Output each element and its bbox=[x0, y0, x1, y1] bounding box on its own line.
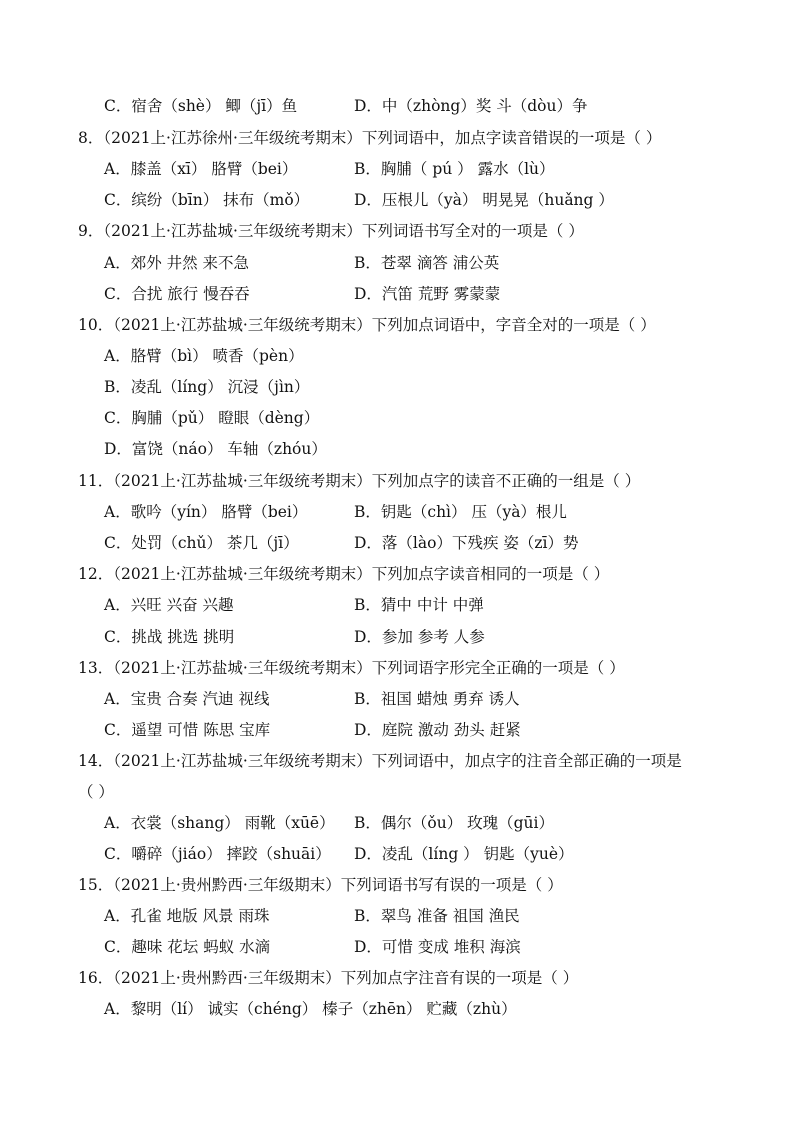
question-stem: 14．（2021上·江苏盐城·三年级统考期末）下列词语中，加点字的注音全部正确的一项是 bbox=[78, 752, 682, 770]
answer-option: B．钥匙（chì） 压（yà）根儿 bbox=[354, 503, 567, 521]
answer-option: B．苍翠 滴答 浦公英 bbox=[354, 254, 500, 272]
answer-option: B．翠鸟 准备 祖国 渔民 bbox=[354, 907, 520, 925]
answer-option: C．挑战 挑选 挑明 bbox=[104, 628, 235, 646]
answer-option: B．凌乱（líng） 沉浸（jìn） bbox=[104, 378, 310, 396]
answer-option: A．兴旺 兴奋 兴趣 bbox=[104, 596, 234, 614]
answer-option: B．偶尔（ǒu） 玫瑰（gūi） bbox=[354, 814, 554, 832]
question-stem: 16．（2021上·贵州黔西·三年级期末）下列加点字注音有误的一项是（ ） bbox=[78, 969, 579, 987]
answer-option: C．合扰 旅行 慢吞吞 bbox=[104, 285, 250, 303]
question-stem: 13．（2021上·江苏盐城·三年级统考期末）下列词语字形完全正确的一项是（ ） bbox=[78, 659, 625, 677]
question-stem: 12．（2021上·江苏盐城·三年级统考期末）下列加点字读音相同的一项是（ ） bbox=[78, 565, 610, 583]
answer-option: C．趣味 花坛 蚂蚁 水滴 bbox=[104, 938, 271, 956]
answer-option: B．祖国 蜡烛 勇弃 诱人 bbox=[354, 690, 520, 708]
question-stem-continued: （ ） bbox=[78, 783, 114, 801]
answer-option: B．胸脯（ pú ） 露水（lù） bbox=[354, 160, 555, 178]
answer-option: D．落（lào）下残疾 姿（zī）势 bbox=[354, 534, 579, 552]
answer-option: A．胳臂（bì） 喷香（pèn） bbox=[104, 347, 304, 365]
answer-option: A．衣裳（shang） 雨靴（xūē） bbox=[104, 814, 335, 832]
answer-option: D．中（zhòng）奖 斗（dòu）争 bbox=[354, 97, 588, 115]
question-stem: 8．（2021上·江苏徐州·三年级统考期末）下列词语中，加点字读音错误的一项是（ ） bbox=[78, 129, 662, 147]
answer-option: D．凌乱（líng ） 钥匙（yuè） bbox=[354, 845, 574, 863]
answer-option: D．富饶（náo） 车轴（zhóu） bbox=[104, 440, 327, 458]
question-stem: 11．（2021上·江苏盐城·三年级统考期末）下列加点字的读音不正确的一组是（ ） bbox=[78, 472, 641, 490]
answer-option: C．缤纷（bīn） 抹布（mǒ） bbox=[104, 191, 310, 209]
answer-option: D．可惜 变成 堆积 海滨 bbox=[354, 938, 521, 956]
answer-option: C．处罚（chǔ） 茶几（jī） bbox=[104, 534, 299, 552]
answer-option: D．参加 参考 人参 bbox=[354, 628, 485, 646]
answer-option: A．膝盖（xī） 胳臂（bei） bbox=[104, 160, 298, 178]
answer-option: A．孔雀 地版 风景 雨珠 bbox=[104, 907, 270, 925]
answer-option: A．宝贵 合奏 汽迪 视线 bbox=[104, 690, 270, 708]
question-stem: 9．（2021上·江苏盐城·三年级统考期末）下列词语书写全对的一项是（ ） bbox=[78, 222, 584, 240]
answer-option: C．宿舍（shè） 鲫（jī）鱼 bbox=[104, 97, 298, 115]
answer-option: C．胸脯（pǔ） 瞪眼（dèng） bbox=[104, 409, 320, 427]
answer-option: B．猜中 中计 中弹 bbox=[354, 596, 484, 614]
answer-option: A．歌吟（yín） 胳臂（bei） bbox=[104, 503, 308, 521]
question-stem: 10．（2021上·江苏盐城·三年级统考期末）下列加点词语中，字音全对的一项是（ ） bbox=[78, 316, 656, 334]
answer-option: A．郊外 井然 来不急 bbox=[104, 254, 250, 272]
answer-option: D．庭院 激动 劲头 赶紧 bbox=[354, 721, 521, 739]
answer-option: C．嚼碎（jiáo） 摔跤（shuāi） bbox=[104, 845, 331, 863]
answer-option: A．黎明（lí） 诚实（chéng） 榛子（zhēn） 贮藏（zhù） bbox=[104, 1000, 517, 1018]
question-stem: 15．（2021上·贵州黔西·三年级期末）下列词语书写有误的一项是（ ） bbox=[78, 876, 563, 894]
answer-option: C．遥望 可惜 陈思 宝库 bbox=[104, 721, 271, 739]
answer-option: D．汽笛 荒野 雾蒙蒙 bbox=[354, 285, 501, 303]
answer-option: D．压根儿（yà） 明晃晃（huǎng ） bbox=[354, 191, 614, 209]
